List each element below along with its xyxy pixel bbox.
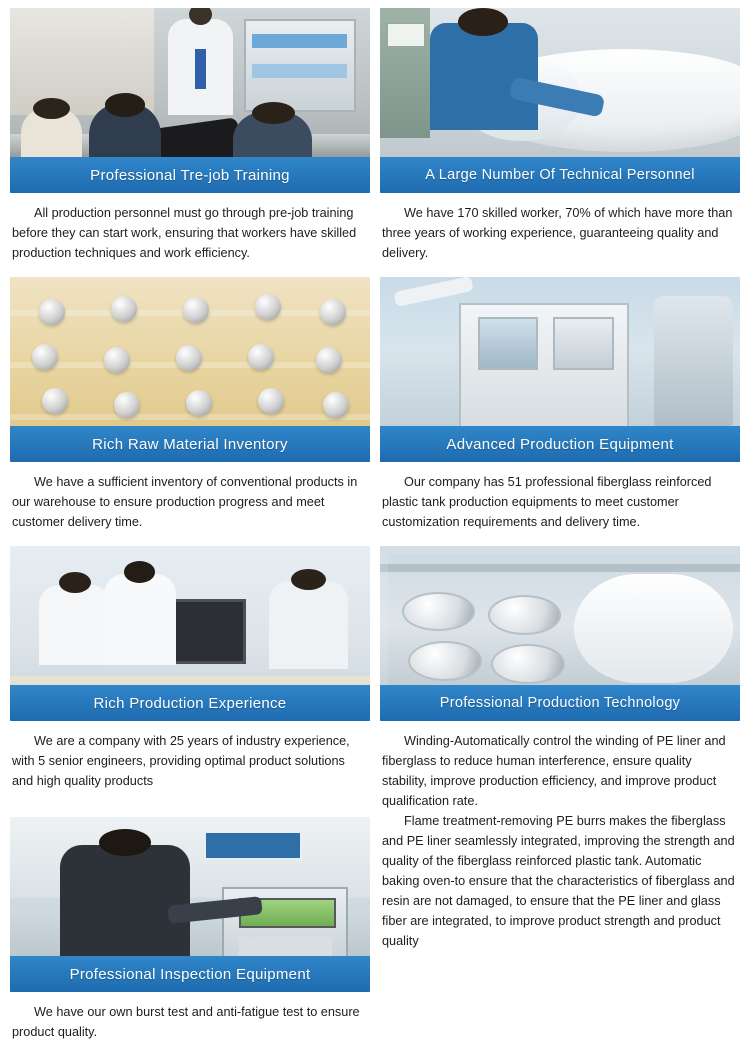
card-production-technology xyxy=(380,546,740,963)
two-column-layout xyxy=(10,8,740,1056)
production-equipment-photo xyxy=(380,277,740,462)
card-description xyxy=(10,721,370,803)
card-inspection-equipment xyxy=(10,817,370,1054)
paragraph: We have 170 skilled worker, 70% of which have more than three years of working experience, guaranteeing quality and delivery. xyxy=(382,206,733,260)
paragraph: We have our own burst test and anti-fatigue test to ensure product quality. xyxy=(12,1005,360,1039)
raw-material-inventory-photo xyxy=(10,277,370,462)
inspection-equipment-photo xyxy=(10,817,370,992)
card-caption: Rich Raw Material Inventory xyxy=(10,426,370,462)
card-description xyxy=(380,462,740,544)
card-pre-job-training xyxy=(10,8,370,275)
card-caption: Rich Production Experience xyxy=(10,685,370,721)
card-description xyxy=(10,193,370,275)
card-caption: A Large Number Of Technical Personnel xyxy=(380,157,740,193)
paragraph: Our company has 51 professional fiberglass reinforced plastic tank production equipments to meet customer customization requirements and delivery time. xyxy=(382,475,712,529)
paragraph: We are a company with 25 years of industry experience, with 5 senior engineers, providing optimal product solutions and high quality products xyxy=(12,734,350,788)
paragraph: Flame treatment-removing PE burrs makes the fiberglass and PE liner seamlessly integrated, improving the strength and quality of the fiberglass reinforced plastic tank. Automatic baking oven-to ensure that the characteristics of fiberglass and resin are not damaged, to ensure that the PE liner and glass fiber are integrated, to improve product strength and product quality xyxy=(382,814,735,948)
technical-personnel-photo xyxy=(380,8,740,193)
card-description xyxy=(10,462,370,544)
card-description xyxy=(380,193,740,275)
card-caption: Professional Tre-job Training xyxy=(10,157,370,193)
production-experience-photo xyxy=(10,546,370,721)
paragraph: Winding-Automatically control the winding of PE liner and fiberglass to reduce human interference, ensure quality stability, improve production efficiency, and improve product qualification rate. xyxy=(382,734,726,808)
card-description xyxy=(380,721,740,963)
card-production-equipment xyxy=(380,277,740,544)
paragraph: We have a sufficient inventory of conventional products in our warehouse to ensure production progress and meet customer delivery time. xyxy=(12,475,358,529)
pre-job-training-photo xyxy=(10,8,370,193)
paragraph: All production personnel must go through pre-job training before they can start work, ensuring that workers have skilled production techniques and work efficiency. xyxy=(12,206,357,260)
card-caption: Advanced Production Equipment xyxy=(380,426,740,462)
right-column xyxy=(380,8,740,965)
left-column xyxy=(10,8,370,1056)
production-technology-photo xyxy=(380,546,740,721)
card-description xyxy=(10,992,370,1054)
card-raw-material-inventory xyxy=(10,277,370,544)
card-caption: Professional Production Technology xyxy=(380,685,740,721)
card-production-experience xyxy=(10,546,370,803)
card-caption: Professional Inspection Equipment xyxy=(10,956,370,992)
card-technical-personnel xyxy=(380,8,740,275)
